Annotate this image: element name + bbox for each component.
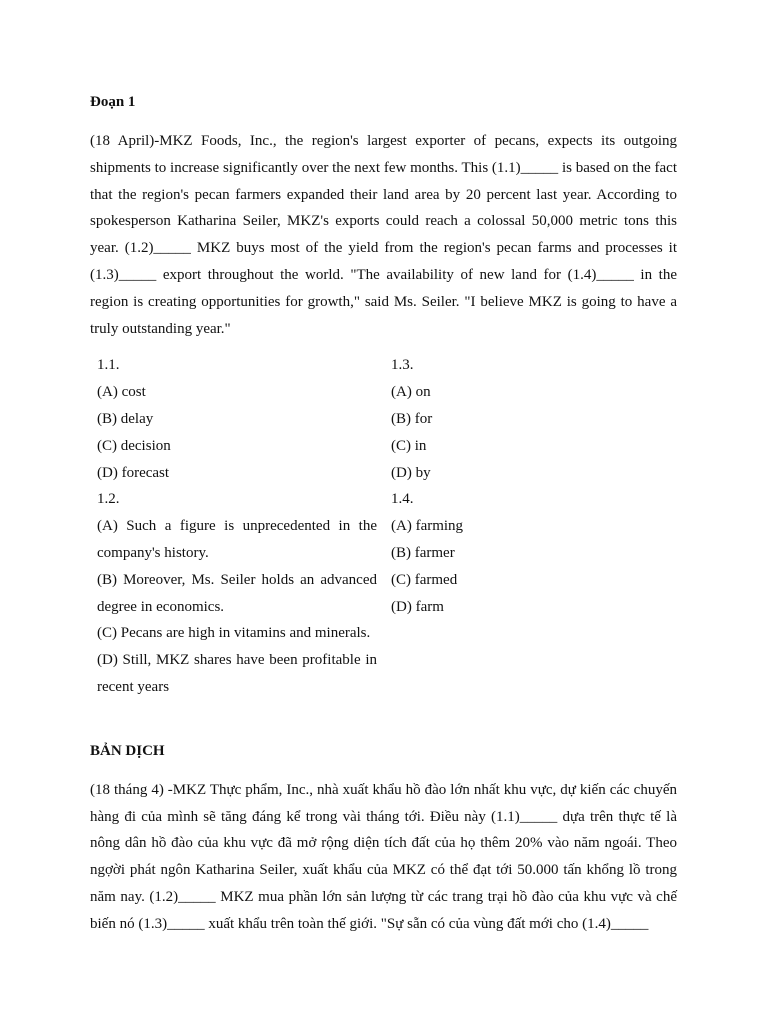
answer-option: (D) forecast [97,464,170,481]
answer-option: (B) farmer [391,544,455,561]
question-number: 1.3. [391,357,414,374]
translation-paragraph: (18 tháng 4) -MKZ Thực phẩm, Inc., nhà xuất khẩu hồ đào lớn nhất khu vực, dự kiến các chuyến hàng đi của mình sẽ tăng đáng kể trong vài tháng tới. Điều này (1.1)_____ dựa trên thực tế là nông dân hồ đào của khu vực đã mở rộng diện tích đất của họ thêm 20% vào năm ngoái. Theo ngợời phát ngôn Katharina Seiler, xuất khẩu của MKZ có thể đạt tới 50.000 tấn khổng lồ trong năm nay. (1.2)_____ MKZ mua phần lớn sản lượng từ các trang trại hồ đào của khu vực và chế biến nó (1.3)_____ xuất khẩu trên toàn thế giới. "Sự sẵn có của vùng đất mới cho (1.4)_____ [90,781,677,932]
question-number: 1.1. [97,357,120,374]
answer-option: (A) Such a figure is unprecedented in the company's history. [97,518,377,561]
answer-option: (B) for [391,410,433,427]
question-number: 1.2. [97,491,120,508]
answer-option: (D) Still, MKZ shares have been profitable in recent years [97,652,377,695]
answer-option: (A) cost [97,384,146,401]
document-page [90,90,677,938]
answer-option: (C) decision [97,437,171,454]
question-number: 1.4. [391,491,414,508]
answer-option: (B) delay [97,410,154,427]
answer-option: (C) Pecans are high in vitamins and minerals. [97,625,371,642]
section-spacer [90,701,677,739]
answer-option: (C) in [391,437,427,454]
answer-option: (A) on [391,384,431,401]
passage-paragraph: (18 April)-MKZ Foods, Inc., the region's largest exporter of pecans, expects its outgoing shipments to increase significantly over the next few months. This (1.1)_____ is based on the fact that the region's pecan farmers expanded their land area by 20 percent last year. According to spokesperson Katharina Seiler, MKZ's exports could reach a colossal 50,000 metric tons this year. (1.2)_____ MKZ buys most of the yield from the region's pecan farms and processes it (1.3)_____ export throughout the world. "The availability of new land for (1.4)_____ in the region is creating opportunities for growth," said Ms. Seiler. "I believe MKZ is going to have a truly outstanding year." [90,133,677,337]
translation-heading: BẢN DỊCH [90,742,165,759]
question-options [90,352,677,700]
options-column-right [391,352,671,700]
section-heading: Đoạn 1 [90,94,136,110]
answer-option: (D) farm [391,598,444,615]
answer-option: (A) farming [391,518,464,535]
answer-option: (C) farmed [391,571,458,588]
answer-option: (B) Moreover, Ms. Seiler holds an advanced degree in economics. [97,571,377,615]
options-column-left [97,352,377,700]
answer-option: (D) by [391,464,431,481]
